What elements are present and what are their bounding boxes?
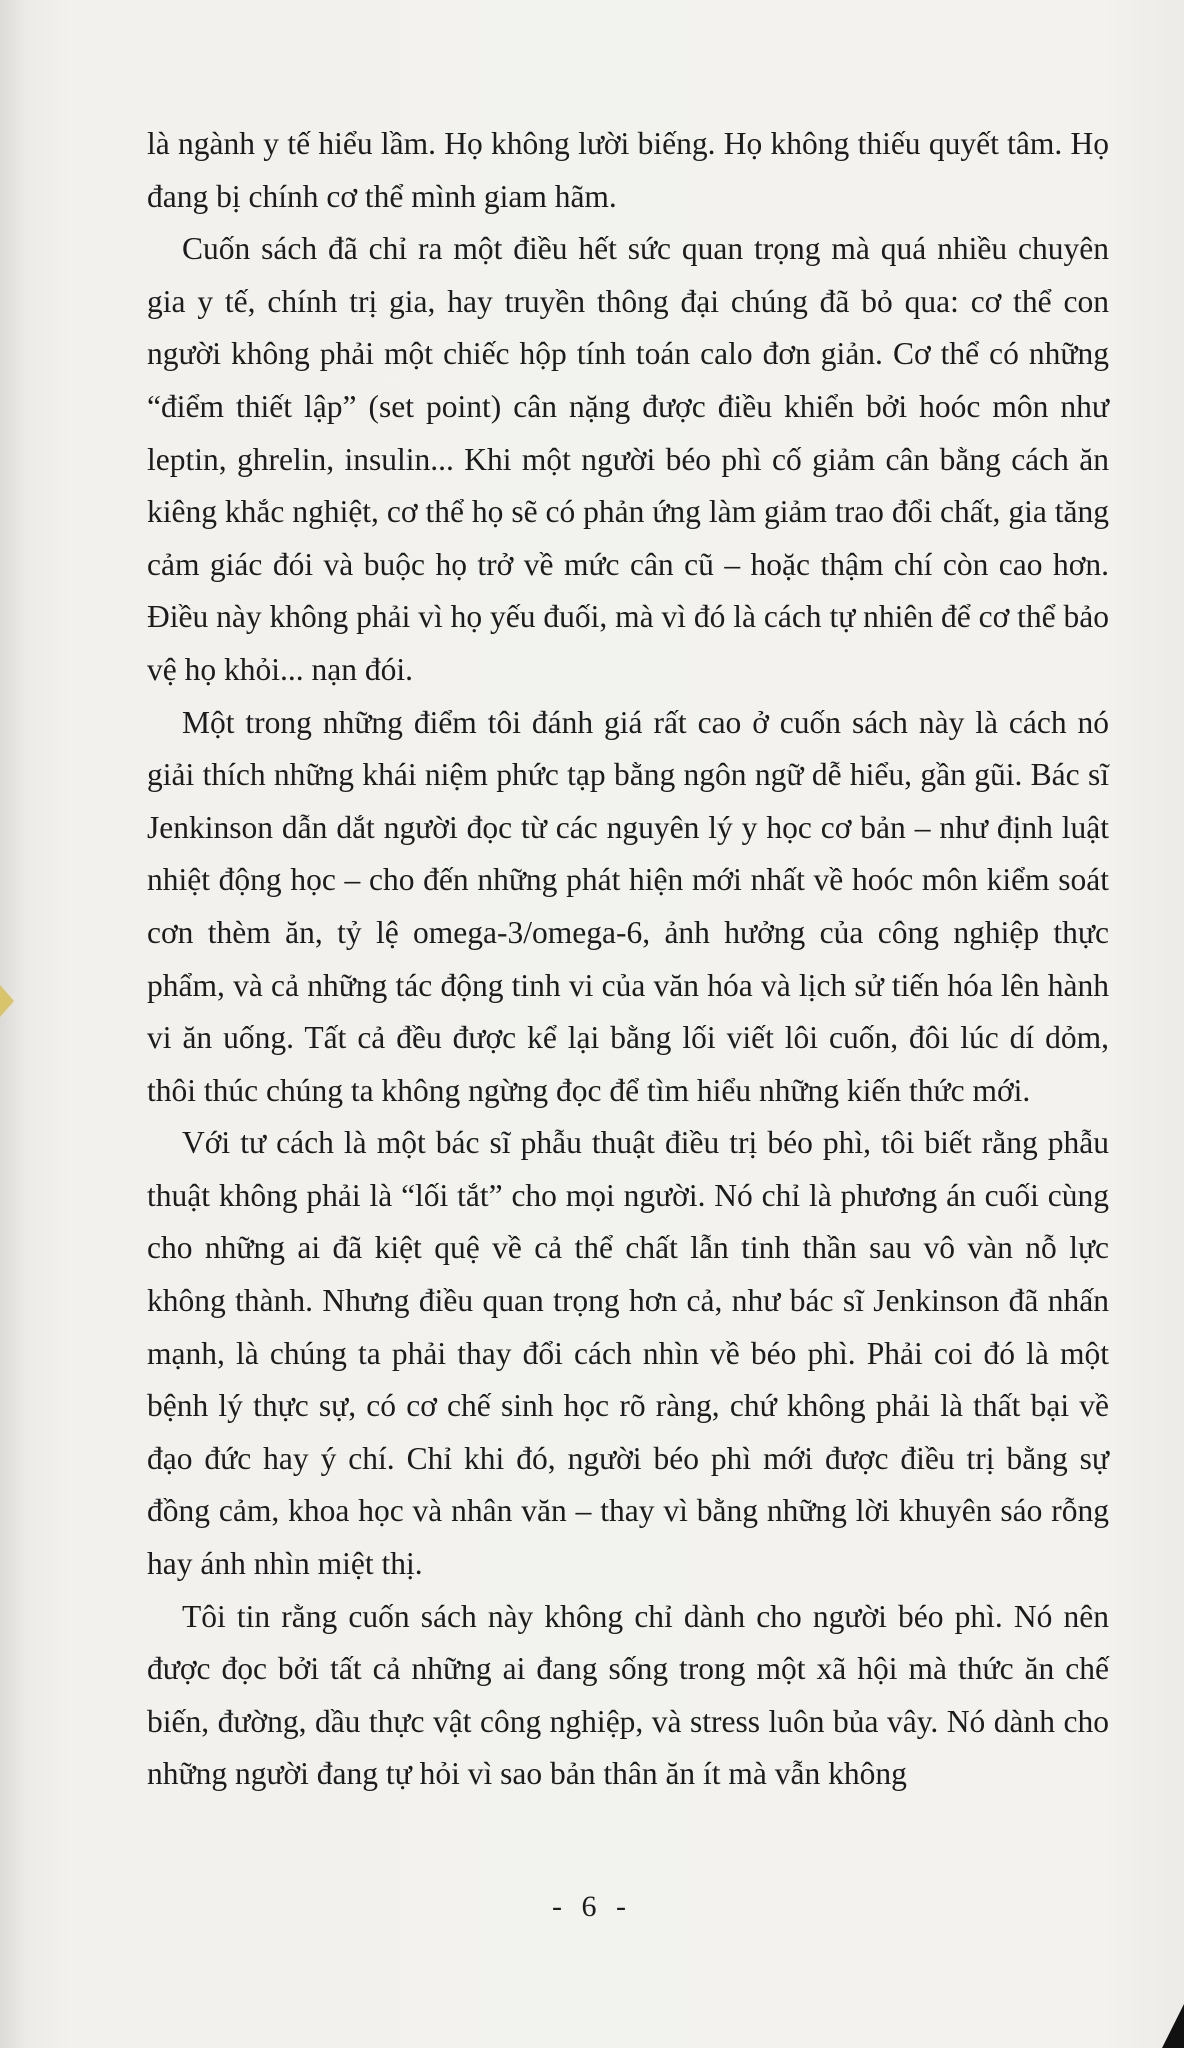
paragraph-continuation: là ngành y tế hiểu lầm. Họ không lười biếng. Họ không thiếu quyết tâm. Họ đang bị chính cơ thể mình giam hãm. bbox=[147, 126, 1109, 214]
page-number: - 6 - bbox=[552, 1890, 632, 1923]
paragraph-set-point: Cuốn sách đã chỉ ra một điều hết sức quan trọng mà quá nhiều chuyên gia y tế, chính trị gia, hay truyền thông đại chúng đã bỏ qua: cơ thể con người không phải một chiếc hộp tính toán calo đơn giản. Cơ thể có những “điểm thiết lập” (set point) cân nặng được điều khiển bởi hoóc môn như leptin, ghrelin, insulin... Khi một người béo phì cố giảm cân bằng cách ăn kiêng khắc nghiệt, cơ thể họ sẽ có phản ứng làm giảm trao đổi chất, gia tăng cảm giác đói và buộc họ trở về mức cân cũ – hoặc thậm chí còn cao hơn. Điều này không phải vì họ yếu đuối, mà vì đó là cách tự nhiên để cơ thể bảo vệ họ khỏi... nạn đói. bbox=[147, 231, 1109, 687]
page-edge-marker bbox=[0, 985, 14, 1017]
corner-shadow bbox=[1162, 2004, 1184, 2048]
paragraph-audience: Tôi tin rằng cuốn sách này không chỉ dành cho người béo phì. Nó nên được đọc bởi tất cả những ai đang sống trong một xã hội mà thức ăn chế biến, đường, dầu thực vật công nghiệp, và stress luôn bủa vây. Nó dành cho những người đang tự hỏi vì sao bản thân ăn ít mà vẫn không bbox=[147, 1598, 1109, 1792]
paragraph-book-strengths: Một trong những điểm tôi đánh giá rất cao ở cuốn sách này là cách nó giải thích những khái niệm phức tạp bằng ngôn ngữ dễ hiểu, gần gũi. Bác sĩ Jenkinson dẫn dắt người đọc từ các nguyên lý y học cơ bản – như định luật nhiệt động học – cho đến những phát hiện mới nhất về hoóc môn kiểm soát cơn thèm ăn, tỷ lệ omega-3/omega-6, ảnh hưởng của công nghiệp thực phẩm, và cả những tác động tinh vi của văn hóa và lịch sử tiến hóa lên hành vi ăn uống. Tất cả đều được kể lại bằng lối viết lôi cuốn, đôi lúc dí dỏm, thôi thúc chúng ta không ngừng đọc để tìm hiểu những kiến thức mới. bbox=[147, 704, 1109, 1108]
body-text bbox=[147, 118, 1109, 1801]
paragraph-surgeon-view: Với tư cách là một bác sĩ phẫu thuật điều trị béo phì, tôi biết rằng phẫu thuật không phải là “lối tắt” cho mọi người. Nó chỉ là phương án cuối cùng cho những ai đã kiệt quệ về cả thể chất lẫn tinh thần sau vô vàn nỗ lực không thành. Nhưng điều quan trọng hơn cả, như bác sĩ Jenkinson đã nhấn mạnh, là chúng ta phải thay đổi cách nhìn về béo phì. Phải coi đó là một bệnh lý thực sự, có cơ chế sinh học rõ ràng, chứ không phải là thất bại về đạo đức hay ý chí. Chỉ khi đó, người béo phì mới được điều trị bằng sự đồng cảm, khoa học và nhân văn – thay vì bằng những lời khuyên sáo rỗng hay ánh nhìn miệt thị. bbox=[147, 1125, 1109, 1582]
